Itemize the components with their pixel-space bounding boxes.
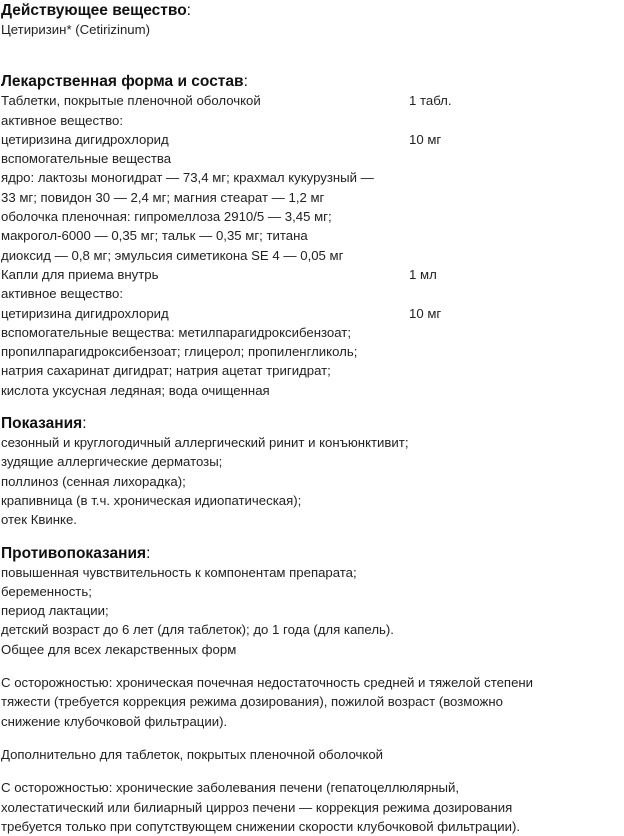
caution-general-line: снижение клубочковой фильтрации). [1, 713, 228, 729]
tablets-excipients-label: вспомогательные вещества [1, 151, 172, 167]
tablets-form-row [1, 91, 624, 110]
drops-active-label: активное вещество: [1, 286, 123, 302]
tablets-excipient-line: 33 мг; повидон 30 — 2,4 мг; магния стеарат — 1,2 мг [1, 189, 325, 205]
drops-excipient-line: пропилпарагидроксибензоат; глицерол; пропиленгликоль; [1, 344, 358, 360]
heading-active-substance: Действующее вещество: [1, 2, 191, 19]
caution-tablets-line: требуется только при сопутствующем снижении скорости клубочковой фильтрации). [1, 818, 521, 834]
drops-form: Капли для приема внутрь [1, 266, 159, 282]
drops-form-row [1, 265, 624, 284]
drops-active-row [1, 304, 624, 323]
drops-active-name: цетиризина дигидрохлорид [1, 305, 169, 321]
drops-excipient-line: кислота уксусная ледяная; вода очищенная [1, 382, 270, 398]
tablets-active-amount: 10 мг [409, 131, 442, 147]
caution-tablets-paragraph [1, 778, 601, 836]
contraindication-item: период лактации; [1, 603, 109, 619]
drops-form-amount: 1 мл [409, 266, 437, 282]
tablets-excipient-line: диоксид — 0,8 мг; эмульсия симетикона SE 4 — 0,05 мг [1, 247, 344, 263]
contraindication-item: Общее для всех лекарственных форм [1, 641, 237, 657]
contraindication-item: беременность; [1, 583, 92, 599]
drops-excipient-line: вспомогательные вещества: метилпарагидроксибензоат; [1, 324, 352, 340]
heading-contraindications: Противопоказания: [1, 544, 151, 562]
contraindication-item: детский возраст до 6 лет (для таблеток); до 1 года (для капель). [1, 622, 394, 638]
caution-tablets-line: холестатический или билиарный цирроз печени — коррекция режима дозирования [1, 799, 513, 815]
heading-indications: Показания: [1, 415, 87, 433]
indication-item: крапивница (в т.ч. хроническая идиопатическая); [1, 492, 302, 508]
caution-general-line: С осторожностью: хроническая почечная недостаточность средней и тяжелой степени [1, 675, 534, 691]
tablets-active-name: цетиризина дигидрохлорид [1, 131, 169, 147]
heading-form-composition: Лекарственная форма и состав: [1, 73, 248, 91]
caution-general-paragraph [1, 673, 601, 731]
indication-item: отек Квинке. [1, 512, 77, 528]
caution-general-line: тяжести (требуется коррекция режима дозирования), пожилой возраст (возможно [1, 694, 503, 710]
tablets-excipient-line: макрогол-6000 — 0,35 мг; тальк — 0,35 мг; титана [1, 228, 308, 244]
tablets-active-row [1, 130, 624, 149]
tablets-form-amount: 1 табл. [409, 93, 452, 109]
indication-item: поллиноз (сенная лихорадка); [1, 473, 186, 489]
caution-tablets-line: С осторожностью: хронические заболевания печени (гепатоцеллюлярный, [1, 780, 459, 796]
indication-item: зудящие аллергические дерматозы; [1, 454, 223, 470]
active-substance-value: Цетиризин* (Cetirizinum) [1, 22, 150, 37]
tablets-note: Дополнительно для таблеток, покрытых пленочной оболочкой [1, 746, 384, 762]
contraindication-item: повышенная чувствительность к компонентам препарата; [1, 564, 357, 580]
drops-active-amount: 10 мг [409, 305, 442, 321]
tablets-form: Таблетки, покрытые пленочной оболочкой [1, 93, 261, 109]
tablets-active-label: активное вещество: [1, 112, 123, 128]
indication-item: сезонный и круглогодичный аллергический ринит и конъюнктивит; [1, 435, 409, 451]
tablets-excipient-line: оболочка пленочная: гипромеллоза 2910/5 — 3,45 мг; [1, 209, 332, 225]
drops-excipient-line: натрия сахаринат дигидрат; натрия ацетат тригидрат; [1, 363, 331, 379]
tablets-excipient-line: ядро: лактозы моногидрат — 73,4 мг; крахмал кукурузный — [1, 170, 374, 186]
